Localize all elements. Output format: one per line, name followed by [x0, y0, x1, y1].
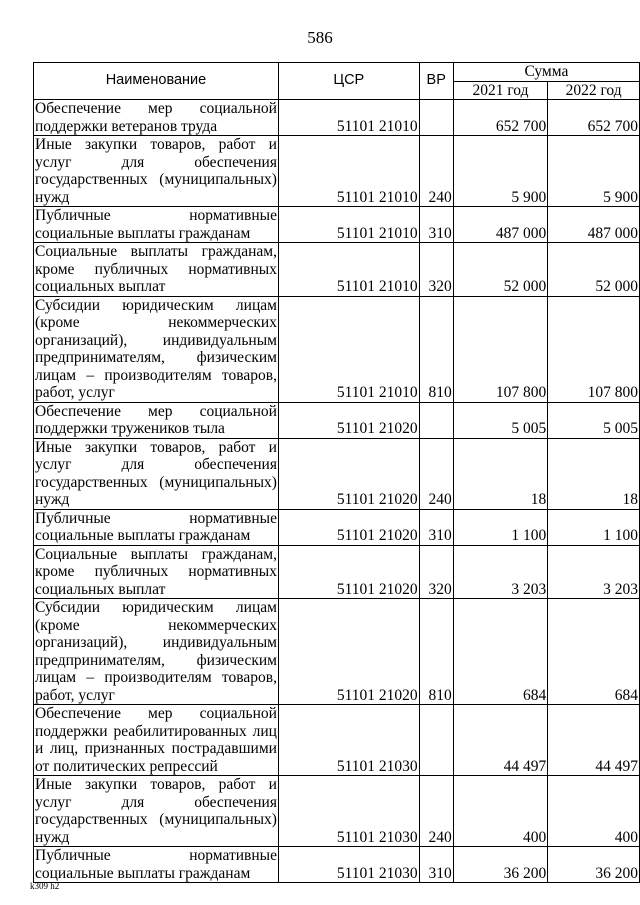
row-sum-2021: 487 000: [453, 207, 547, 243]
row-sum-2022: 52 000: [548, 243, 640, 297]
table-row: [34, 438, 640, 509]
row-name: Субсидии юридическим лицам (кроме некоммерческих организаций), индивидуальным предпринимателям, физическим лицам – производителям товаров, работ, услуг: [35, 599, 277, 704]
row-sum-2022: 652 700: [548, 100, 640, 136]
row-sum-2021: 36 200: [453, 847, 547, 883]
footer-code: k309 h2: [30, 881, 60, 891]
budget-table: [33, 62, 640, 883]
row-sum-2022: 5 900: [548, 136, 640, 207]
row-sum-2021: 3 203: [453, 545, 547, 599]
row-sum-2021: 18: [453, 438, 547, 509]
row-sum-2022: 5 005: [548, 402, 640, 438]
header-year-2021: 2021 год: [453, 81, 547, 100]
row-vr: 310: [419, 847, 453, 883]
row-sum-2021: 5 005: [453, 402, 547, 438]
row-name: Обеспечение мер социальной поддержки ветеранов труда: [35, 100, 277, 135]
header-name: Наименование: [34, 63, 279, 100]
row-vr: 310: [419, 509, 453, 545]
row-csr: 51101 21020: [278, 509, 419, 545]
table-row: [34, 136, 640, 207]
row-vr: 320: [419, 545, 453, 599]
row-name: Публичные нормативные социальные выплаты гражданам: [35, 509, 277, 544]
row-csr: 51101 21030: [278, 776, 419, 847]
header-vr: ВР: [419, 63, 453, 100]
row-csr: 51101 21020: [278, 599, 419, 705]
row-csr: 51101 21010: [278, 296, 419, 402]
row-csr: 51101 21020: [278, 545, 419, 599]
row-sum-2021: 5 900: [453, 136, 547, 207]
row-name: Публичные нормативные социальные выплаты гражданам: [35, 847, 277, 882]
table-header: [34, 63, 640, 100]
row-vr: 240: [419, 438, 453, 509]
row-name: Субсидии юридическим лицам (кроме некоммерческих организаций), индивидуальным предпринимателям, физическим лицам – производителям товаров, работ, услуг: [35, 296, 277, 401]
table-row: [34, 207, 640, 243]
row-vr: 320: [419, 243, 453, 297]
table-row: [34, 296, 640, 402]
row-vr: [419, 705, 453, 776]
row-name: Публичные нормативные социальные выплаты гражданам: [35, 207, 277, 242]
row-vr: [419, 402, 453, 438]
row-csr: 51101 21010: [278, 243, 419, 297]
row-name: Обеспечение мер социальной поддержки реабилитированных лиц и лиц, признанных пострадавшими от политических репрессий: [35, 705, 277, 775]
table-body: [34, 100, 640, 883]
row-sum-2021: 400: [453, 776, 547, 847]
row-csr: 51101 21030: [278, 705, 419, 776]
row-csr: 51101 21030: [278, 847, 419, 883]
row-sum-2022: 1 100: [548, 509, 640, 545]
row-sum-2022: 3 203: [548, 545, 640, 599]
row-csr: 51101 21010: [278, 100, 419, 136]
table-row: [34, 402, 640, 438]
row-name: Социальные выплаты гражданам, кроме публичных нормативных социальных выплат: [35, 545, 277, 598]
row-sum-2021: 44 497: [453, 705, 547, 776]
row-sum-2022: 684: [548, 599, 640, 705]
row-sum-2021: 684: [453, 599, 547, 705]
page-number: 586: [307, 28, 333, 47]
row-vr: 240: [419, 136, 453, 207]
table-row: [34, 705, 640, 776]
table-row: [34, 599, 640, 705]
table-row: [34, 509, 640, 545]
table-row: [34, 776, 640, 847]
row-vr: 810: [419, 599, 453, 705]
row-sum-2022: 18: [548, 438, 640, 509]
row-sum-2022: 400: [548, 776, 640, 847]
row-sum-2022: 36 200: [548, 847, 640, 883]
header-year-2022: 2022 год: [548, 81, 640, 100]
table-row: [34, 545, 640, 599]
header-sum: Сумма: [453, 63, 639, 82]
header-csr: ЦСР: [278, 63, 419, 100]
row-sum-2022: 487 000: [548, 207, 640, 243]
row-sum-2021: 107 800: [453, 296, 547, 402]
row-csr: 51101 21010: [278, 207, 419, 243]
row-vr: 240: [419, 776, 453, 847]
row-sum-2022: 107 800: [548, 296, 640, 402]
row-vr: 310: [419, 207, 453, 243]
row-csr: 51101 21020: [278, 438, 419, 509]
row-name: Социальные выплаты гражданам, кроме публичных нормативных социальных выплат: [35, 243, 277, 295]
table-row: [34, 847, 640, 883]
row-vr: 810: [419, 296, 453, 402]
row-name: Иные закупки товаров, работ и услуг для обеспечения государственных (муниципальных) нужд: [35, 136, 277, 206]
row-csr: 51101 21020: [278, 402, 419, 438]
table-row: [34, 243, 640, 297]
row-sum-2022: 44 497: [548, 705, 640, 776]
row-csr: 51101 21010: [278, 136, 419, 207]
table-row: [34, 100, 640, 136]
row-sum-2021: 1 100: [453, 509, 547, 545]
row-sum-2021: 652 700: [453, 100, 547, 136]
row-name: Обеспечение мер социальной поддержки тружеников тыла: [35, 402, 277, 437]
row-sum-2021: 52 000: [453, 243, 547, 297]
row-vr: [419, 100, 453, 136]
row-name: Иные закупки товаров, работ и услуг для обеспечения государственных (муниципальных) нужд: [35, 438, 277, 508]
row-name: Иные закупки товаров, работ и услуг для обеспечения государственных (муниципальных) нужд: [35, 776, 277, 846]
